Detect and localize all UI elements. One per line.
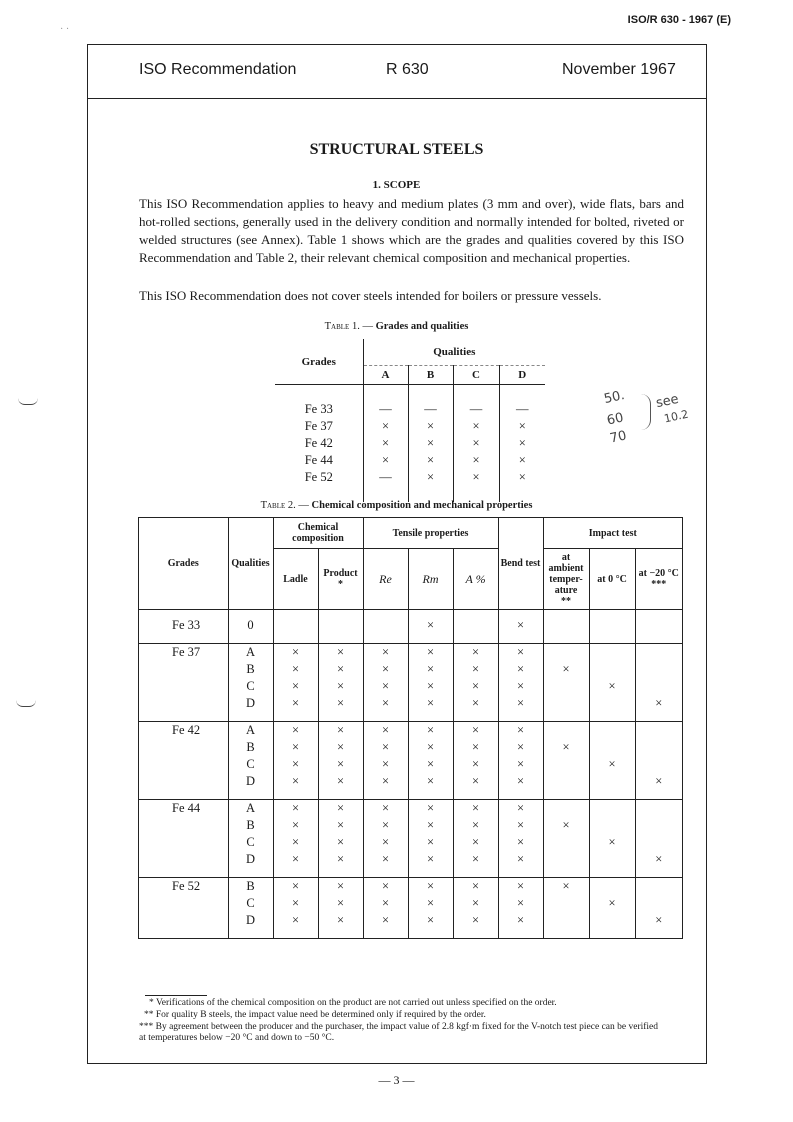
table2-cell <box>273 617 318 634</box>
table2-ambient-label: at ambient temper-ature <box>548 551 584 596</box>
table2-cell: × <box>318 834 363 851</box>
table1-cell: × <box>363 435 408 452</box>
table1-grades-header: Grades <box>275 339 363 385</box>
table2-quality: D <box>228 912 273 929</box>
table2-quality: D <box>228 695 273 712</box>
footnote-quality-b: ** For quality B steels, the impact value need be determined only if required by the order. <box>144 1010 486 1020</box>
table2-cell: × <box>543 817 589 834</box>
table2-cell: × <box>453 739 498 756</box>
table1-row <box>275 418 545 435</box>
table2-cell: × <box>498 722 543 740</box>
table2-cell: × <box>318 644 363 662</box>
table2-row <box>139 878 682 896</box>
table2-cell: × <box>318 722 363 740</box>
table2-product-label: Product <box>323 568 358 579</box>
table2-cell: × <box>498 678 543 695</box>
table2-grade: Fe 37 <box>139 644 228 722</box>
table2-cell <box>635 756 682 773</box>
table2-cell: × <box>318 695 363 712</box>
table2-quality: D <box>228 773 273 790</box>
table2-cell: × <box>453 912 498 929</box>
table2-impact-header: Impact test <box>543 518 682 549</box>
table2-quality: B <box>228 817 273 834</box>
header-rule <box>87 98 707 99</box>
table2-cell: × <box>453 851 498 868</box>
table2-cell <box>543 895 589 912</box>
table2-cell: × <box>363 800 408 818</box>
table2-minus20-header <box>635 549 682 610</box>
table1-caption-title: Grades and qualities <box>375 321 469 332</box>
scope-paragraph-2: This ISO Recommendation does not cover steels intended for boilers or pressure vessels. <box>139 288 602 303</box>
table2-cell <box>635 661 682 678</box>
table2-cell: × <box>543 739 589 756</box>
table2-quality: C <box>228 834 273 851</box>
table2-cell: × <box>363 756 408 773</box>
table2-cell: × <box>363 817 408 834</box>
table2-cell: × <box>273 695 318 712</box>
table2-quality: D <box>228 851 273 868</box>
grades-qualities-table <box>275 339 545 502</box>
table2-cell: × <box>453 878 498 896</box>
table2-cell: × <box>318 678 363 695</box>
margin-mark <box>18 398 38 405</box>
table1-cell: × <box>363 452 408 469</box>
table2-quality: A <box>228 722 273 740</box>
table1-cell: × <box>499 452 545 469</box>
table2-cell <box>635 617 682 634</box>
table2-grade: Fe 52 <box>172 879 201 893</box>
table2-cell <box>635 895 682 912</box>
table2-cell: × <box>408 912 453 929</box>
table2-cell: × <box>498 617 543 634</box>
table2-cell <box>318 617 363 634</box>
table2-quality: C <box>228 895 273 912</box>
table2-cell: × <box>318 912 363 929</box>
table2-cell: × <box>273 756 318 773</box>
table2-cell: × <box>498 756 543 773</box>
table2-cell: × <box>408 617 453 634</box>
table1-cell: × <box>499 418 545 435</box>
table2-cell: × <box>408 695 453 712</box>
table2-cell: × <box>453 773 498 790</box>
table2-cell: × <box>363 739 408 756</box>
table2-cell: × <box>363 644 408 662</box>
table2-cell: × <box>363 912 408 929</box>
table1-grade: Fe 37 <box>304 419 333 433</box>
table1-grade: Fe 44 <box>304 453 333 467</box>
table2-cell: × <box>273 851 318 868</box>
table2-cell: × <box>408 722 453 740</box>
table2-cell: × <box>408 817 453 834</box>
table2-cell: × <box>318 756 363 773</box>
table1-cell: — <box>408 401 453 418</box>
table2-quality: B <box>228 739 273 756</box>
table1-cell: — <box>363 469 408 486</box>
handwritten-note-70: 70 <box>608 428 628 447</box>
table2-cell <box>543 756 589 773</box>
table1-col-b: B <box>408 366 453 385</box>
handwritten-note-see: see <box>654 391 681 412</box>
table2-cell: × <box>318 739 363 756</box>
table2-cell: × <box>363 851 408 868</box>
table2-cell <box>589 739 635 756</box>
table2-grade: Fe 44 <box>139 800 228 878</box>
table2-cell: × <box>363 722 408 740</box>
table2-row <box>139 617 682 634</box>
scan-speck: · · <box>60 24 70 35</box>
table2-row <box>139 722 682 740</box>
table2-cell: × <box>498 644 543 662</box>
table2-cell <box>589 695 635 712</box>
table2-cell: × <box>363 678 408 695</box>
table2-cell <box>543 722 589 740</box>
table1-cell: × <box>363 418 408 435</box>
table2-cell: × <box>498 661 543 678</box>
table2-ladle-header: Ladle <box>273 549 318 610</box>
table1-cell: × <box>499 469 545 486</box>
table2-cell: × <box>408 878 453 896</box>
table2-cell <box>543 678 589 695</box>
table2-cell: × <box>273 912 318 929</box>
table2-cell: × <box>273 678 318 695</box>
table2-cell <box>543 834 589 851</box>
table2-cell: × <box>635 912 682 929</box>
table2-minus20-label: at −20 °C <box>638 568 679 579</box>
table2-cell <box>589 644 635 662</box>
table2-cell: × <box>408 739 453 756</box>
table2-cell <box>543 617 589 634</box>
table2-cell: × <box>453 644 498 662</box>
table2-cell: × <box>498 895 543 912</box>
margin-mark <box>16 700 36 707</box>
table1-grade: Fe 42 <box>304 436 333 450</box>
table2-cell: × <box>363 695 408 712</box>
table2-cell: × <box>498 695 543 712</box>
table2-cell: × <box>453 722 498 740</box>
table2-cell <box>635 878 682 896</box>
table2-quality: A <box>228 644 273 662</box>
table2-cell: × <box>408 834 453 851</box>
table2-cell <box>363 617 408 634</box>
table2-cell <box>589 817 635 834</box>
table2-cell: × <box>273 773 318 790</box>
table2-cell: × <box>408 661 453 678</box>
table2-cell: × <box>408 756 453 773</box>
table2-cell <box>635 722 682 740</box>
table2-cell: × <box>363 834 408 851</box>
table2-qualities-header: Qualities <box>228 518 273 610</box>
handwritten-note-60: 60 <box>605 410 625 429</box>
table2-product-header <box>318 549 363 610</box>
table2-quality: B <box>228 661 273 678</box>
table2-cell <box>635 834 682 851</box>
table2-chemical-header: Chemical composition <box>273 518 363 549</box>
table2-cell: × <box>498 851 543 868</box>
scope-heading: 1. SCOPE <box>372 179 421 191</box>
handwritten-note-50: 50. <box>602 388 627 407</box>
table2-caption <box>0 500 793 511</box>
table2-cell: × <box>589 756 635 773</box>
table2-minus20-mark: *** <box>651 579 667 590</box>
table1-caption-label: Table 1. — <box>324 321 373 332</box>
table2-cell: × <box>453 800 498 818</box>
table2-cell: × <box>318 773 363 790</box>
header-date: November 1967 <box>562 61 676 78</box>
table2-bend-header: Bend test <box>498 518 543 610</box>
table1-col-d: D <box>499 366 545 385</box>
table2-elongation-header: A % <box>453 549 498 610</box>
table2-cell: × <box>589 678 635 695</box>
table2-cell: × <box>453 756 498 773</box>
table2-cell: × <box>543 878 589 896</box>
table2-cell: × <box>273 722 318 740</box>
table1-row <box>275 401 545 418</box>
footnote-rule <box>145 995 207 996</box>
header-publication: ISO Recommendation <box>139 61 297 78</box>
table2-cell: × <box>635 851 682 868</box>
table2-cell: × <box>408 895 453 912</box>
table2-cell: × <box>408 644 453 662</box>
table2-cell <box>635 739 682 756</box>
table2-cell <box>453 617 498 634</box>
table1-cell: — <box>363 401 408 418</box>
table2-cell: × <box>363 878 408 896</box>
footnote-product: * Verifications of the chemical composition on the product are not carried out unless specified on the order. <box>149 998 557 1008</box>
table1-cell: × <box>408 418 453 435</box>
table2-cell: × <box>589 895 635 912</box>
table2-cell: × <box>498 817 543 834</box>
table2-cell <box>543 644 589 662</box>
table1-col-c: C <box>453 366 499 385</box>
table2-cell: × <box>408 800 453 818</box>
table1-cell: × <box>453 452 499 469</box>
table2-tensile-header: Tensile properties <box>363 518 498 549</box>
table2-product-mark: * <box>338 579 343 590</box>
table2-cell <box>589 722 635 740</box>
table2-cell <box>543 912 589 929</box>
table2-cell: × <box>408 773 453 790</box>
table2-cell <box>589 851 635 868</box>
table2-cell: × <box>318 851 363 868</box>
table2-cell: × <box>543 661 589 678</box>
table2-cell: × <box>589 834 635 851</box>
table2-cell: × <box>498 800 543 818</box>
header-number: R 630 <box>386 61 429 78</box>
table2-cell: × <box>453 678 498 695</box>
table1-cell: × <box>453 418 499 435</box>
table2-cell: × <box>408 851 453 868</box>
table2-cell: × <box>273 817 318 834</box>
table2-row <box>139 800 682 818</box>
table1-cell: × <box>453 435 499 452</box>
table1-cell: × <box>408 452 453 469</box>
table2-cell <box>543 773 589 790</box>
table2-cell: × <box>273 895 318 912</box>
table2-cell: × <box>498 739 543 756</box>
table2-ambient-header <box>543 549 589 610</box>
table2-cell: × <box>498 834 543 851</box>
table2-cell: × <box>363 895 408 912</box>
table2-cell: × <box>408 678 453 695</box>
table2-cell <box>589 617 635 634</box>
table2-quality: C <box>228 678 273 695</box>
table1-cell: × <box>499 435 545 452</box>
table2-cell: × <box>635 695 682 712</box>
footnote-agreement: *** By agreement between the producer and the purchaser, the impact value of 2.8 kgf·m fixed for the V-notch test piece can be verified at temperatures below −20 °C and down to −50 °C. <box>139 1022 659 1043</box>
table2-cell: × <box>273 834 318 851</box>
table1-grade: Fe 33 <box>304 402 333 416</box>
table2-ambient-mark: ** <box>561 595 572 607</box>
table1-row <box>275 452 545 469</box>
table2-cell: × <box>453 834 498 851</box>
table2-cell: × <box>498 912 543 929</box>
table2-cell <box>543 800 589 818</box>
table2-grade: Fe 42 <box>139 722 228 800</box>
table2-cell: × <box>363 661 408 678</box>
table2-quality: 0 <box>228 617 273 634</box>
table2-row <box>139 644 682 662</box>
table2-cell: × <box>273 878 318 896</box>
table2-cell: × <box>453 695 498 712</box>
table2-cell: × <box>273 661 318 678</box>
document-title: STRUCTURAL STEELS <box>309 141 484 158</box>
table2-cell <box>543 695 589 712</box>
table2-cell <box>635 644 682 662</box>
document-id: ISO/R 630 - 1967 (E) <box>627 14 731 26</box>
table2-cell <box>589 661 635 678</box>
table2-cell: × <box>273 800 318 818</box>
table2-quality: A <box>228 800 273 818</box>
page-number: — 3 — <box>378 1073 415 1087</box>
table1-cell: × <box>408 469 453 486</box>
table2-re-header: Re <box>363 549 408 610</box>
table2-cell <box>589 773 635 790</box>
table2-cell: × <box>453 895 498 912</box>
table1-row <box>275 469 545 486</box>
table2-cell: × <box>635 773 682 790</box>
table1-row <box>275 435 545 452</box>
table2-cell <box>635 817 682 834</box>
table2-cell <box>589 912 635 929</box>
handwritten-note-ref: 10.2 <box>662 407 690 426</box>
table1-cell: × <box>453 469 499 486</box>
table2-cell: × <box>453 817 498 834</box>
table2-grades-header: Grades <box>139 518 228 610</box>
table2-cell: × <box>318 895 363 912</box>
table2-cell: × <box>363 773 408 790</box>
table2-cell: × <box>453 661 498 678</box>
table2-caption-label: Table 2. — <box>260 500 309 511</box>
table2-cell: × <box>273 739 318 756</box>
table1-col-a: A <box>363 366 408 385</box>
scope-paragraph-1: This ISO Recommendation applies to heavy and medium plates (3 mm and over), wide flats, bars and hot-rolled sections, generally used in the delivery condition and normally intended for bolted, riveted or welded structures (see Annex). Table 1 shows which are the grades and qualities covered by this ISO Recommendation and Table 2, their relevant chemical composition and mechanical properties. <box>139 196 684 265</box>
table2-cell: × <box>273 644 318 662</box>
table2-cell <box>589 878 635 896</box>
table2-cell: × <box>498 773 543 790</box>
table1-grade: Fe 52 <box>304 470 333 484</box>
table2-cell: × <box>318 800 363 818</box>
table2-cell: × <box>498 878 543 896</box>
table2-quality: C <box>228 756 273 773</box>
table2-cell: × <box>318 661 363 678</box>
table2-cell <box>543 851 589 868</box>
table2-caption-title: Chemical composition and mechanical properties <box>311 500 533 511</box>
table2-cell <box>635 678 682 695</box>
table2-cell: × <box>318 817 363 834</box>
table2-rm-header: Rm <box>408 549 453 610</box>
table2-cell <box>589 800 635 818</box>
table2-zero-header: at 0 °C <box>589 549 635 610</box>
table1-caption <box>0 321 793 332</box>
table2-cell: × <box>318 878 363 896</box>
table1-cell: × <box>408 435 453 452</box>
composition-properties-table <box>139 518 682 938</box>
table2-grade: Fe 33 <box>139 617 228 644</box>
table1-cell: — <box>499 401 545 418</box>
table2-quality: B <box>228 878 273 896</box>
table1-cell: — <box>453 401 499 418</box>
handwritten-brace <box>640 394 651 430</box>
table1-qualities-header: Qualities <box>363 339 545 366</box>
table2-cell <box>635 800 682 818</box>
